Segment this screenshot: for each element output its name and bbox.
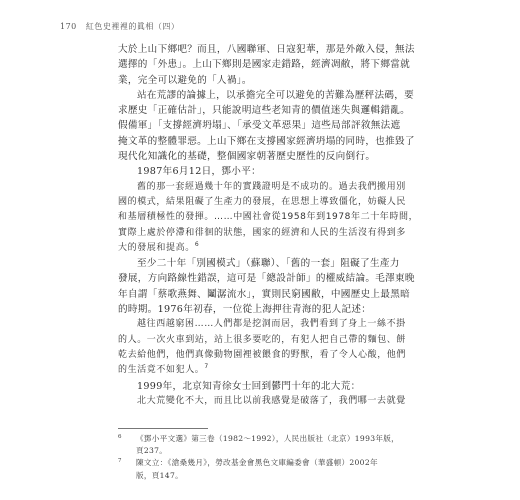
line-text: 大於上山下鄉吧？而且，八國聯軍、日寇犯華，那是外敵入侵，無法 [118,44,415,55]
line-text: 國的模式，結果阻礙了生產力的發展，在思想上導致僵化，妨礙人民 [118,196,407,207]
running-header [60,21,179,32]
block-quote [118,317,418,378]
line-text: 業，完全可以避免的「人禍」。 [118,74,252,86]
footnote-text: 頁237。 [136,446,168,456]
footnotes [118,433,418,482]
line-text: 的人。一次火車到站，站上很多要吃的，有犯人把自己帶的麵包、餅 [118,334,407,345]
text-line [118,363,418,378]
text-line [118,256,418,271]
footnote-text: 《鄧小平文選》第三卷（1982～1992），人民出版社（北京）1993年版， [136,434,400,443]
paragraph [118,42,418,88]
footnote [118,433,418,457]
text-line [118,73,418,88]
block-quote [118,394,418,409]
line-text: 乾去給他們，他們真像動物園裡被餵食的野獸，看了令人心酸，他們 [118,349,407,360]
paragraph [118,88,418,164]
text-line [118,195,418,210]
line-text: 的生活竟不如犯人。 [118,365,205,376]
book-title: 紅色史裡裡的眞相（四） [85,22,180,31]
line-text: 舊的那一套經過幾十年的實踐證明是不成功的。過去我們搬用別 [137,181,406,192]
footnote-ref: 7 [204,363,209,371]
text-line [118,348,418,363]
text-line [118,226,418,241]
text-line [118,42,418,57]
text-line [118,180,418,195]
block-quote [118,180,418,256]
footnote-text: 版，頁147。 [136,470,183,480]
page-number: 170 [60,22,77,31]
paragraph [118,164,418,179]
footnote-text: 陳文立：《滄桑幾月》，勞改基金會黑色文庫編委會（華盛頓）2002年 [136,458,378,468]
line-text: 大的發展和提高。 [118,242,195,253]
text-line [118,118,418,133]
line-text: 實際上處於停滯和徘徊的狀態，國家的經濟和人民的生活沒有得到多 [118,227,407,238]
text-line [118,103,418,118]
line-text: 至少二十年「別國模式」（蘇聯）、「舊的一套」阻礙了生產力 [137,258,400,270]
footnote-ref: 6 [194,240,200,248]
line-text: 選擇的「外患」。上山下鄉則是國家走錯路，經濟凋敝，將下鄉當就 [118,59,411,71]
text-line [118,241,418,256]
page-body [118,42,418,409]
line-text: 1999年，北京知青徐女士回到鬰門十年的北大荒： [137,380,361,392]
line-text: 掩文革的整體罪惡。上山下鄉在支撐國家經濟坍塌的同時，也推毀了 [118,135,415,147]
text-line [118,164,418,179]
text-line [118,88,418,103]
footnote [118,457,418,481]
footnote-mark: 6 [118,434,122,440]
line-text: 1987年6月12日，鄧小平： [137,166,261,178]
line-text: 發展，方向路線性錯誤，這可是「總設計師」的權威結論。毛澤東晚 [118,273,415,285]
text-line [118,57,418,72]
paragraph [118,379,418,394]
text-line [118,287,418,302]
text-line [118,302,418,317]
line-text: 年自謂「蔡歌燕舞、鬮潺流水」，實則民窮國敝，中國歷史上最黑暗 [118,288,411,300]
paragraph [118,256,418,317]
text-line [118,394,418,409]
line-text: 和基層積極性的發揮。……中國社會從1958年到1978年二十年時間， [118,212,418,223]
footnote-divider [118,428,208,429]
line-text: 假備軍」「支撐經濟坍塌」、「承受文革惡果」這些局部評敘無法遮 [118,120,401,132]
text-line [118,210,418,225]
text-line [118,149,418,164]
line-text: 現代化知識化的基礎，整個國家朝著歷史歷性的反向倒行。 [118,151,376,163]
line-text: 求歷史「正確估計」，只能說明這些老知青的價值迷失與邏輯錯亂。 [118,105,411,117]
line-text: 越往西越窮困……人們都是挖洞而居，我們看到了身上一絲不掛 [137,319,406,330]
line-text: 站在荒謬的論據上，以承擔完全可以避免的苦難為歷秤法碼，要 [137,89,415,101]
text-line [118,379,418,394]
text-line [118,333,418,348]
text-line [118,134,418,149]
line-text: 的時期。1976年初春，一位從上海押往青海的犯人記述： [118,304,372,316]
text-line [118,271,418,286]
text-line [118,317,418,332]
line-text: 北大荒變化不大，而且比以前我感覺是破落了，我們哪一去就覺 [137,395,406,406]
footnote-mark: 7 [118,458,122,465]
